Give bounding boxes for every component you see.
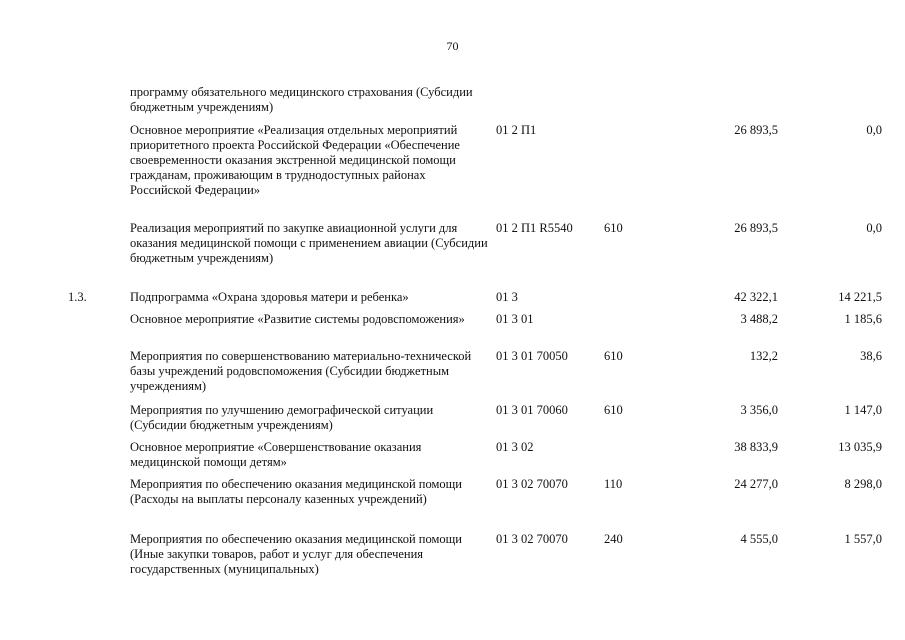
row-amount-1: 24 277,0 — [734, 477, 778, 491]
budget-table — [0, 85, 905, 582]
row-description: Реализация мероприятий по закупке авиационной услуги для оказания медицинской помощи с применением авиации (Субсидии бюджетным учреждениям) — [130, 221, 488, 265]
row-description: Мероприятия по обеспечению оказания медицинской помощи (Расходы на выплаты персоналу казенных учреждений) — [130, 477, 462, 506]
row-amount-1: 132,2 — [749, 349, 778, 363]
table-row — [0, 221, 905, 290]
row-amount-1: 26 893,5 — [734, 123, 778, 137]
row-amount-2: 8 298,0 — [844, 477, 882, 491]
row-amount-1: 42 322,1 — [734, 290, 778, 304]
row-amount-1: 26 893,5 — [734, 221, 778, 235]
table-row — [0, 532, 905, 582]
table-row — [0, 290, 905, 312]
row-description: Мероприятия по обеспечению оказания медицинской помощи (Иные закупки товаров, работ и услуг для обеспечения государственных (муниципальных) — [130, 532, 462, 576]
row-target-code: 01 3 01 70050 — [496, 349, 568, 363]
row-amount-2: 1 557,0 — [844, 532, 882, 546]
row-target-code: 01 3 02 70070 — [496, 532, 568, 546]
row-amount-2: 14 221,5 — [838, 290, 882, 304]
table-row — [0, 403, 905, 440]
row-amount-1: 3 356,0 — [740, 403, 778, 417]
row-amount-2: 1 185,6 — [844, 312, 882, 326]
row-expense-type: 610 — [604, 349, 623, 363]
row-target-code: 01 3 02 — [496, 440, 534, 454]
table-row — [0, 477, 905, 532]
row-description: Основное мероприятие «Реализация отдельных мероприятий приоритетного проекта Российской Федерации «Обеспечение своевременности оказания экстренной медицинской помощи гражданам, проживающим в труднодоступных районах Российской Федерации» — [130, 123, 460, 197]
row-amount-2: 1 147,0 — [844, 403, 882, 417]
row-target-code: 01 2 П1 — [496, 123, 537, 137]
row-amount-1: 4 555,0 — [740, 532, 778, 546]
row-number: 1.3. — [68, 290, 87, 304]
table-row — [0, 85, 905, 123]
row-amount-1: 3 488,2 — [740, 312, 778, 326]
row-target-code: 01 2 П1 R5540 — [496, 221, 573, 235]
row-amount-2: 38,6 — [860, 349, 882, 363]
row-description: Мероприятия по совершенствованию материально-технической базы учреждений родовспоможения (Субсидии бюджетным учреждениям) — [130, 349, 472, 393]
row-expense-type: 610 — [604, 403, 623, 417]
table-row — [0, 312, 905, 349]
page-number: 70 — [446, 39, 459, 53]
row-expense-type: 240 — [604, 532, 623, 546]
row-target-code: 01 3 01 — [496, 312, 534, 326]
row-expense-type: 610 — [604, 221, 623, 235]
row-description: программу обязательного медицинского страхования (Субсидии бюджетным учреждениям) — [130, 85, 473, 114]
row-amount-1: 38 833,9 — [734, 440, 778, 454]
row-target-code: 01 3 01 70060 — [496, 403, 568, 417]
row-description: Мероприятия по улучшению демографической ситуации (Субсидии бюджетным учреждениям) — [130, 403, 434, 432]
row-target-code: 01 3 02 70070 — [496, 477, 568, 491]
table-row — [0, 123, 905, 221]
row-description: Подпрограмма «Охрана здоровья матери и ребенка» — [130, 290, 409, 304]
row-description: Основное мероприятие «Совершенствование оказания медицинской помощи детям» — [130, 440, 422, 469]
table-row — [0, 440, 905, 477]
table-row — [0, 349, 905, 403]
row-description: Основное мероприятие «Развитие системы родовспоможения» — [130, 312, 465, 326]
row-amount-2: 13 035,9 — [838, 440, 882, 454]
row-amount-2: 0,0 — [866, 221, 882, 235]
row-target-code: 01 3 — [496, 290, 518, 304]
row-amount-2: 0,0 — [866, 123, 882, 137]
row-expense-type: 110 — [604, 477, 623, 491]
